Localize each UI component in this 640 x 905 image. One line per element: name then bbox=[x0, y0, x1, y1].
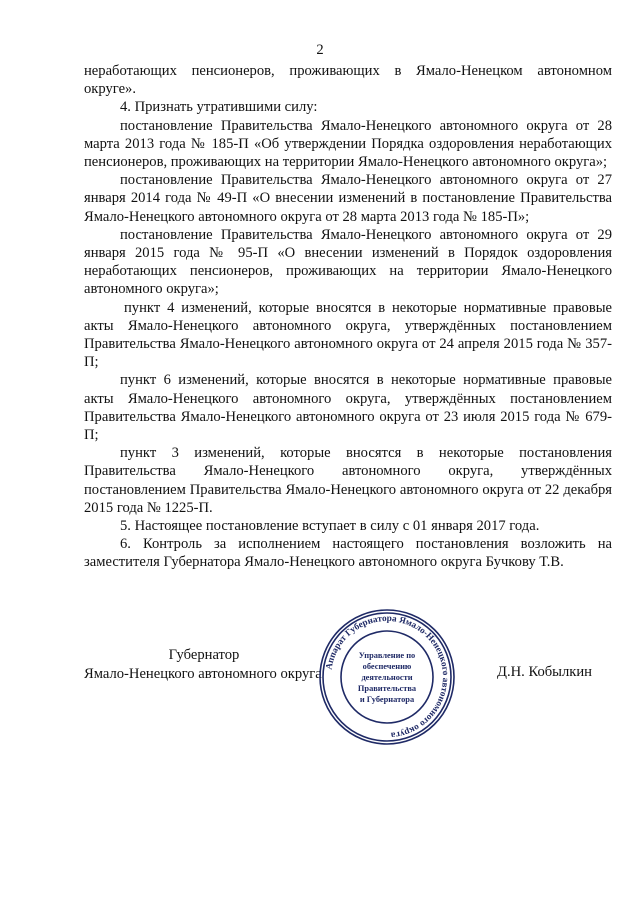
paragraph-item-5: 5. Настоящее постановление вступает в силу с 01 января 2017 года. bbox=[120, 518, 540, 535]
paragraph-repealed-5: пункт 6 изменений, которые вносятся в некоторые нормативные правовые акты Ямало-Ненецкого автономного округа, утверждённых постановлением Правительства Ямало-Ненецкого автономного округа от 23 июля 2015 года № 679-П; bbox=[84, 372, 612, 444]
paragraph-repealed-2: постановление Правительства Ямало-Ненецкого автономного округа от 27 января 2014 года № 49-П «О внесении изменений в постановление Правительства Ямало-Ненецкого автономного округа от 28 марта 2013 года № 185-П»; bbox=[84, 172, 612, 225]
paragraph-continuation: неработающих пенсионеров, проживающих в Ямало-Ненецком автономном округе». bbox=[84, 63, 612, 98]
official-stamp bbox=[316, 606, 458, 748]
stamp-line-3: деятельности bbox=[361, 673, 413, 682]
signature-role-title: Губернатор bbox=[168, 647, 240, 663]
paragraph-repealed-4: пункт 4 изменений, которые вносятся в некоторые нормативные правовые акты Ямало-Ненецкого автономного округа, утверждённых постановлением Правительства Ямало-Ненецкого автономного округа от 24 апреля 2015 года № 357-П; bbox=[84, 299, 612, 371]
stamp-line-2: обеспечению bbox=[362, 662, 412, 671]
paragraph-repealed-3: постановление Правительства Ямало-Ненецкого автономного округа от 29 января 2015 года № 95-П «О внесении изменений в Порядок оздоровления неработающих пенсионеров, проживающих на территории Ямало-Ненецкого автономного округа»; bbox=[84, 226, 612, 298]
stamp-line-1: Управление по bbox=[358, 651, 416, 660]
stamp-line-5: и Губернатора bbox=[359, 695, 415, 704]
paragraph-item-6: 6. Контроль за исполнением настоящего постановления возложить на заместителя Губернатора Ямало-Ненецкого автономного округа Бучкову Т.В. bbox=[84, 536, 612, 571]
signature-role-region: Ямало-Ненецкого автономного округа bbox=[84, 666, 322, 682]
stamp-ring-text: Аппарат Губернатора Ямало-Ненецкого автономного округа bbox=[323, 612, 452, 741]
document-body bbox=[84, 62, 612, 572]
page-number: 2 bbox=[316, 42, 324, 58]
stamp-line-4: Правительства bbox=[357, 684, 417, 693]
paragraph-repealed-6: пункт 3 изменений, которые вносятся в некоторые постановления Правительства Ямало-Ненецкого автономного округа, утверждённых постановлением Правительства Ямало-Ненецкого автономного округа от 22 декабря 2015 года № 1225-П. bbox=[84, 445, 612, 516]
paragraph-repealed-1: постановление Правительства Ямало-Ненецкого автономного округа от 28 марта 2013 года № 185-П «Об утверждении Порядка оздоровления неработающих пенсионеров, проживающих на территории Ямало-Ненецкого автономного округа»; bbox=[84, 117, 612, 171]
signature-name: Д.Н. Кобылкин bbox=[497, 664, 592, 680]
paragraph-item-4: 4. Признать утратившими силу: bbox=[120, 99, 318, 116]
signature-role bbox=[84, 646, 344, 684]
